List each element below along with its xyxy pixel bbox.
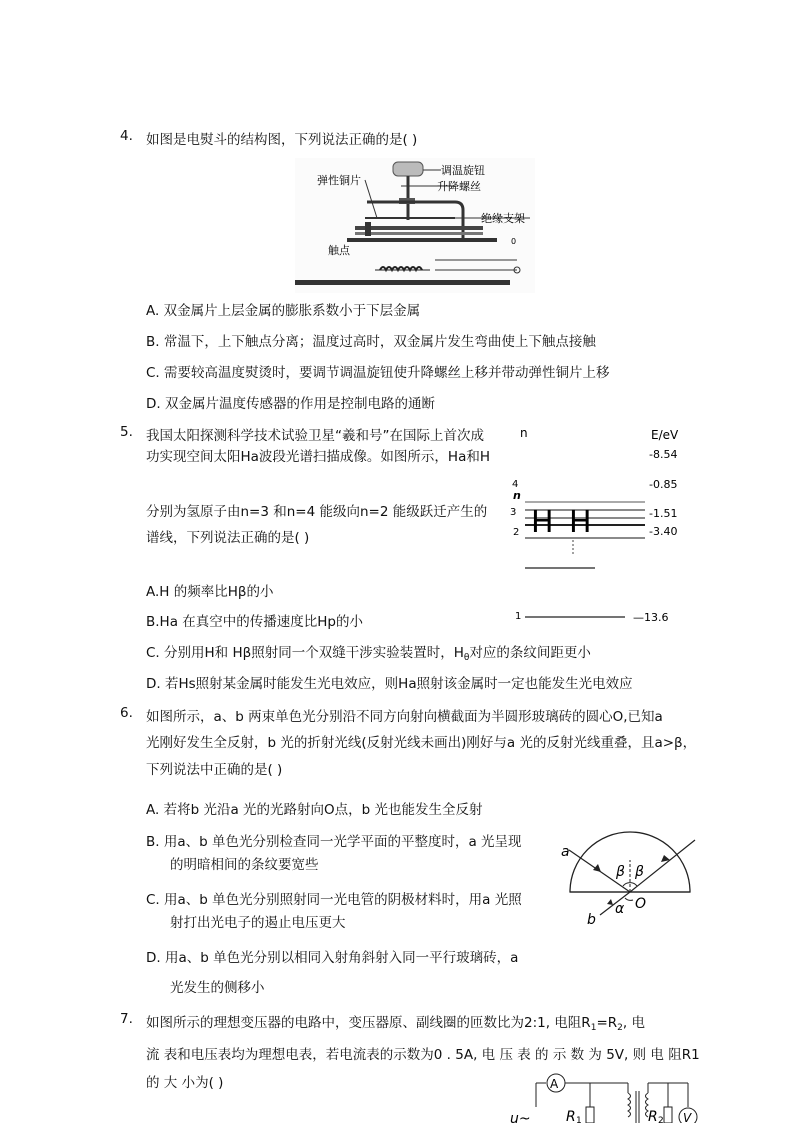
label-e-top: -8.54 bbox=[649, 448, 678, 461]
q7-number: 7. bbox=[120, 1011, 133, 1027]
q6-line3: 下列说法中正确的是( ) bbox=[146, 762, 283, 778]
label-n: n bbox=[520, 426, 528, 440]
label-b: b bbox=[587, 912, 596, 928]
q5-number: 5. bbox=[120, 424, 133, 440]
q5-option-c-main: C. 分别用H和 Hβ照射同一个双缝干涉实验装置时，H bbox=[146, 645, 464, 661]
semicircle-glass-diagram bbox=[555, 820, 705, 930]
label-h-right: H bbox=[569, 505, 592, 540]
label-beta1: β bbox=[616, 864, 625, 880]
q6-option-c2: 射打出光电子的遏止电压更大 bbox=[170, 915, 346, 931]
label-o: O bbox=[635, 896, 647, 912]
q4-stem: 如图是电熨斗的结构图，下列说法正确的是( ) bbox=[146, 132, 418, 148]
label-r1-sub: 1 bbox=[576, 1116, 582, 1123]
q5-line3: 分别为氢原子由n=3 和n=4 能级向n=2 能级跃迁产生的 bbox=[146, 504, 488, 520]
q6-option-c: C. 用a、b 单色光分别照射同一光电管的阴极材料时，用a 光照 bbox=[146, 892, 522, 908]
knob-shape bbox=[393, 162, 423, 176]
q5-line1: 我国太阳探测科学技术试验卫星“羲和号”在国际上首次成 bbox=[146, 428, 484, 444]
label-a: a bbox=[561, 844, 570, 860]
q5-option-d: D. 若Hs照射某金属时能发生光电效应，则Ha照射该金属时一定也能发生光电效应 bbox=[146, 676, 633, 692]
label-e-ev: E/eV bbox=[651, 428, 679, 442]
q7-line3: 的 大 小为( ) bbox=[146, 1075, 224, 1091]
label-lv1: 1 bbox=[515, 611, 522, 622]
label-r1: R bbox=[566, 1109, 576, 1123]
q4-number: 4. bbox=[120, 128, 133, 144]
label-e1: —13.6 bbox=[633, 611, 669, 624]
label-e3: -1.51 bbox=[649, 507, 678, 520]
q4-option-c: C. 需要较高温度熨烫时，要调节调温旋钮使升降螺丝上移并带动弹性铜片上移 bbox=[146, 365, 610, 381]
label-alpha: α bbox=[615, 901, 625, 917]
q5-option-c-sub: θ bbox=[463, 653, 470, 663]
label-source: u~ bbox=[510, 1111, 531, 1123]
label-e4: -0.85 bbox=[649, 478, 678, 491]
q6-option-d2: 光发生的侧移小 bbox=[170, 980, 265, 996]
label-lv4: 4 bbox=[512, 479, 519, 490]
q6-line1: 如图所示，a、b 两束单色光分别沿不同方向射向横截面为半圆形玻璃砖的圆心O,已知a bbox=[146, 709, 663, 725]
q5-option-c bbox=[146, 641, 591, 663]
label-r2: R bbox=[648, 1109, 658, 1123]
label-knob: 调温旋钮 bbox=[441, 164, 485, 177]
q5-line2: 功实现空间太阳Ha波段光谱扫描成像。如图所示，Ha和H bbox=[146, 449, 490, 465]
label-o: 0 bbox=[511, 237, 517, 246]
q6-number: 6. bbox=[120, 705, 133, 721]
q7-line1-b: =R bbox=[596, 1015, 618, 1031]
q7-sub2: 2 bbox=[617, 1023, 623, 1033]
q5-option-b: B.Ha 在真空中的传播速度比Hp的小 bbox=[146, 614, 363, 630]
q5-option-c-tail: 对应的条纹间距更小 bbox=[469, 645, 591, 661]
q6-option-a: A. 若将b 光沿a 光的光路射向O点，b 光也能发生全反射 bbox=[146, 802, 483, 818]
q6-option-b: B. 用a、b 单色光分别检查同一光学平面的平整度时，a 光呈现 bbox=[146, 834, 522, 850]
label-lv3: 3 bbox=[510, 507, 517, 518]
q7-line1-c: , 电 bbox=[622, 1015, 645, 1031]
q5-line4: 谱线，下列说法正确的是( ) bbox=[146, 530, 310, 546]
q7-line2: 流 表和电压表均为理想电表，若电流表的示数为0 . 5A, 电 压 表 的 示 数 为 5V, 则 电 阻R1 bbox=[146, 1047, 700, 1063]
label-h-left: H bbox=[531, 505, 554, 540]
label-screw: 升降螺丝 bbox=[437, 180, 481, 193]
q7-line1 bbox=[146, 1011, 645, 1033]
q4-option-d: D. 双金属片温度传感器的作用是控制电路的通断 bbox=[146, 396, 435, 412]
label-contact: 触点 bbox=[328, 244, 350, 257]
label-copper: 弹性铜片 bbox=[317, 174, 361, 187]
label-r2-sub: 2 bbox=[658, 1116, 664, 1123]
q6-line2: 光刚好发生全反射，b 光的折射光线(反射光线未画出)刚好与a 光的反射光线重叠，且a>β， bbox=[146, 735, 697, 751]
label-n2: n bbox=[513, 489, 521, 502]
q4-option-a: A. 双金属片上层金属的膨胀系数小于下层金属 bbox=[146, 303, 421, 319]
q6-option-b2: 的明暗相间的条纹要宽些 bbox=[170, 857, 319, 873]
q4-option-b: B. 常温下，上下触点分离；温度过高时，双金属片发生弯曲使上下触点接触 bbox=[146, 334, 596, 350]
label-lv2: 2 bbox=[513, 527, 520, 538]
energy-level-diagram bbox=[505, 422, 705, 627]
label-beta2: β bbox=[635, 864, 644, 880]
transformer-circuit-diagram bbox=[508, 1077, 708, 1123]
q7-sub1: 1 bbox=[590, 1023, 597, 1033]
q5-option-a: A.H 的频率比Hβ的小 bbox=[146, 584, 274, 600]
q6-option-d: D. 用a、b 单色光分别以相同入射角斜射入同一平行玻璃砖，a bbox=[146, 950, 519, 966]
label-voltmeter: V bbox=[683, 1111, 692, 1123]
iron-structure-diagram bbox=[295, 158, 535, 293]
label-ammeter: A bbox=[550, 1077, 559, 1091]
label-e2: -3.40 bbox=[649, 525, 678, 538]
label-support: 绝缘支架 bbox=[481, 212, 525, 225]
q7-line1-a: 如图所示的理想变压器的电路中，变压器原、副线圈的匝数比为2:1, 电阻R bbox=[146, 1015, 591, 1031]
